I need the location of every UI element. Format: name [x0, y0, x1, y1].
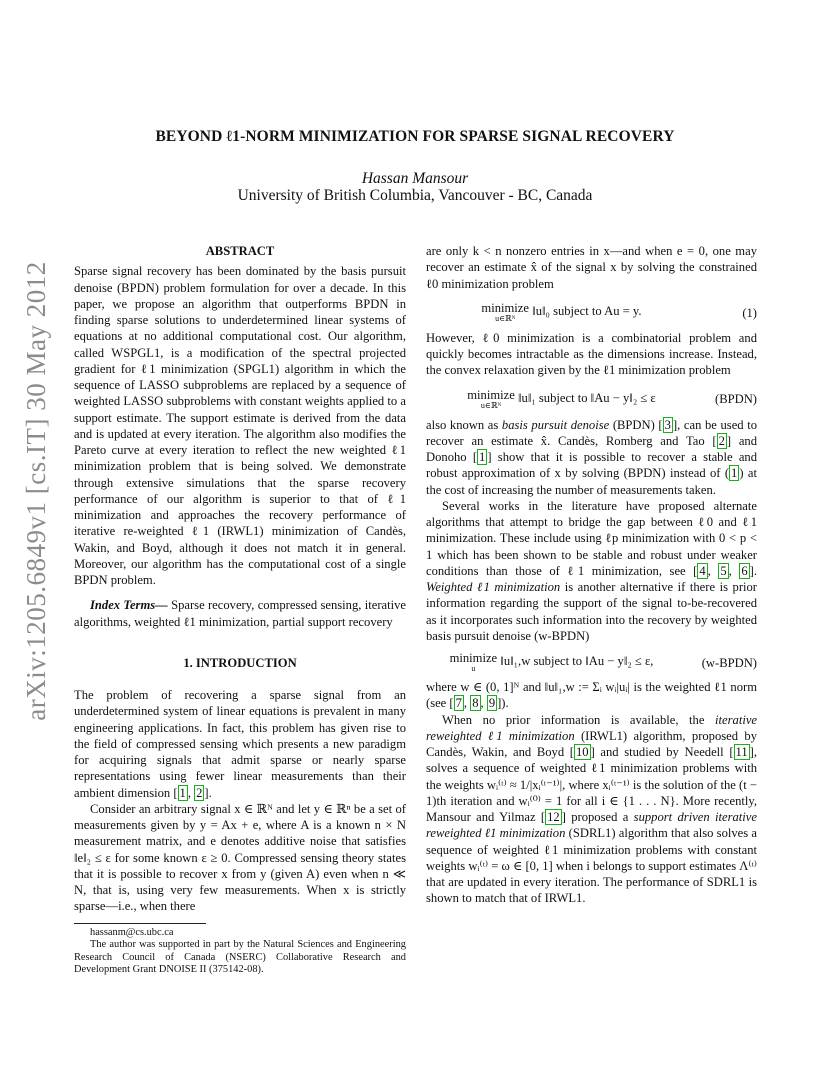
- intro-heading: 1. INTRODUCTION: [183, 655, 297, 670]
- index-terms-label: Index Terms—: [90, 598, 168, 613]
- citation-link[interactable]: 2: [196, 785, 203, 800]
- equation-1: [426, 300, 757, 323]
- paper-title: BEYOND ℓ1-NORM MINIMIZATION FOR SPARSE SIGNAL RECOVERY: [155, 128, 675, 145]
- right-paragraph-3: also known as basis pursuit denoise (BPDN) [ 3 ], can be used to recover an estimate x̂. Candès, Romberg and Tao [ 2 ] and Donoho [ 1 ] show that it is possible to recover a stable and robust approximation of x by solving (BPDN) instead of ( 1 ) at the cost of increasing the number of measurements taken.: [426, 417, 758, 497]
- citation-link[interactable]: 8: [472, 696, 479, 711]
- emphasis-weighted-l1: Weighted ℓ1 minimization: [426, 580, 561, 594]
- footnote-email: hassanm@cs.ubc.ca: [90, 926, 174, 938]
- right-paragraph-4: Several works in the literature have proposed alternate algorithms that attempt to bridge the gap between ℓ0 and ℓ1 minimization. These include using ℓp minimization with 0 < p < 1 which has been shown to be stable and robust under weaker conditions than those of ℓ1 minimization, see [ 4 , 5 , 6 ]. Weighted ℓ1 minimization is another alternative if there is prior information regarding the support of the signal to-be-recovered as it incorporates such information into the recovery by weighted basis pursuit denoise (w-BPDN): [426, 498, 758, 643]
- equation-bpdn-label: (BPDN): [715, 392, 757, 407]
- footnote-support: The author was supported in part by the Natural Sciences and Engineering Research Council of Canada (NSERC) Collaborative Research and Development Grant DNOISE II (375142-08).: [74, 939, 406, 976]
- author-affiliation: University of British Columbia, Vancouver - BC, Canada: [237, 187, 593, 204]
- equation-bpdn-body: ‖u‖₁ subject to ‖Au − y‖₂ ≤ ε: [518, 390, 656, 405]
- citation-link[interactable]: 10: [575, 745, 589, 759]
- index-terms-text: Sparse recovery, compressed sensing, iterative algorithms, weighted ℓ1 minimization, partial support recovery: [74, 598, 406, 629]
- right-paragraph-1: are only k < n nonzero entries in x—and when e = 0, one may recover an estimate x̂ of the signal x by solving the constrained ℓ0 minimization problem: [426, 244, 757, 291]
- footnote-rule: [74, 923, 206, 924]
- equation-wbpdn-body: ‖u‖₁,w subject to ‖Au − y‖₂ ≤ ε,: [500, 654, 654, 668]
- emphasis-bpdn: basis pursuit denoise: [501, 417, 610, 432]
- equation-1-number: (1): [742, 305, 757, 320]
- equation-wbpdn-label: (w-BPDN): [701, 655, 757, 670]
- intro-p1-end: ].: [204, 785, 212, 800]
- equation-1-body: ‖u‖₀ subject to Au = y.: [532, 303, 642, 318]
- citation-link[interactable]: 1: [179, 785, 186, 800]
- equation-bpdn-minimize: minimize u∈ℝᴺ: [467, 387, 515, 410]
- citation-link[interactable]: 11: [735, 745, 748, 759]
- index-terms: [74, 597, 406, 630]
- intro-p1-text: The problem of recovering a sparse signal from an underdetermined system of linear equations is prevalent in many engineering applications. In fact, this problem has given rise to the field of compressed sensing which presents a new paradigm for acquiring signals that admit sparse or nearly sparse representations using fewer linear measurements than their ambient dimension [: [74, 688, 406, 800]
- emphasis-irwl1: iterative reweighted ℓ1 minimization: [426, 712, 757, 743]
- author-name: Hassan Mansour: [361, 170, 469, 187]
- citation-link[interactable]: 4: [699, 563, 706, 578]
- equation-wbpdn-minimize: minimize u: [449, 651, 498, 673]
- equation-reference-link[interactable]: 1: [731, 466, 738, 481]
- arxiv-identifier: arXiv:1205.6849v1 [cs.IT] 30 May 2012: [21, 261, 51, 721]
- right-paragraph-5: where w ∈ (0, 1]ᴺ and ‖u‖₁,w := Σᵢ wᵢ|uᵢ| is the weighted ℓ1 norm (see [ 7 , 8 , 9 ]).: [426, 680, 757, 711]
- citation-link[interactable]: 3: [664, 417, 671, 432]
- emphasis-sdrl1: support driven iterative reweighted ℓ1 minimization: [426, 810, 757, 841]
- citation-link[interactable]: 7: [455, 696, 462, 711]
- abstract-heading: ABSTRACT: [205, 244, 275, 258]
- citation-link[interactable]: 6: [741, 563, 748, 578]
- intro-paragraph-1: The problem of recovering a sparse signal from an underdetermined system of linear equations is prevalent in many engineering applications. In fact, this problem has given rise to the field of compressed sensing which presents a new paradigm for acquiring signals that admit sparse or nearly sparse representations using fewer linear measurements than their ambient dimension [ 1 , 2 ].: [74, 688, 406, 800]
- citation-link[interactable]: 1: [479, 450, 486, 464]
- citation-link[interactable]: 5: [720, 563, 727, 578]
- intro-paragraph-2: Consider an arbitrary signal x ∈ ℝᴺ and let y ∈ ℝⁿ be a set of measurements given by y = Ax + e, where A is a known n × N measurement matrix, and e denotes additive noise that satisfies ‖e‖₂ ≤ ε for some known ε ≥ 0. Compressed sensing theory states that it is possible to recover x from y (given A) even when n ≪ N, that is, using very few measurements. When x is strictly sparse—i.e., when there: [74, 801, 406, 914]
- right-paragraph-6: When no prior information is available, the iterative reweighted ℓ1 minimization (IRWL1) algorithm, proposed by Candès, Wakin, and Boyd [ 10 ] and studied by Needell [ 11 ], solves a sequence of weighted ℓ1 minimization problems with the weights wᵢ⁽ᵗ⁾ ≈ 1/|xᵢ⁽ᵗ⁻¹⁾|, where xᵢ⁽ᵗ⁻¹⁾ is the solution of the (t − 1)th iteration and wᵢ⁽⁰⁾ = 1 for all i ∈ {1 . . . N}. More recently, Mansour and Yilmaz [ 12 ] proposed a support driven iterative reweighted ℓ1 minimization (SDRL1) algorithm that also solves a sequence of weighted ℓ1 minimization problems with constant weights wᵢ⁽ᵗ⁾ = ω ∈ [0, 1] when i belongs to support estimates Λ⁽ᵗ⁾ that are updated in every iteration. The performance of SDRL1 is shown to match that of IRWL1.: [426, 712, 757, 906]
- right-column: [426, 243, 757, 907]
- equation-bpdn: [426, 387, 757, 410]
- equation-1-minimize: minimize u∈ℝᴺ: [481, 300, 529, 323]
- citation-link[interactable]: 9: [488, 696, 496, 711]
- citation-link[interactable]: 2: [718, 433, 725, 448]
- right-paragraph-2: However, ℓ0 minimization is a combinatorial problem and quickly becomes intractable as the dimensions increase. Instead, the convex relaxation given by the ℓ1 minimization problem: [426, 330, 757, 378]
- citation-link[interactable]: 12: [547, 810, 560, 824]
- equation-wbpdn: [426, 653, 757, 673]
- abstract-text: Sparse signal recovery has been dominated by the basis pursuit denoise (BPDN) problem formulation for over a decade. In this paper, we propose an algorithm that outperforms BPDN in finding sparse solutions to underdetermined linear systems of equations at no additional computational cost. Our algorithm, called WSPGL1, is a modification of the spectral projected gradient for ℓ1 minimization (SPGL1) algorithm in which the sequence of LASSO subproblems are replaced by a sequence of weighted LASSO subproblems with constant weights applied to a support estimate. The support estimate is derived from the data and is updated at every iteration. The algorithm also modifies the Pareto curve at every iteration to reflect the new weighted ℓ1 minimization problem that is being solved. We demonstrate through extensive simulations that the sparse recovery performance of our algorithm is superior to that of ℓ1 minimization and approaches the recovery performance of iterative re-weighted ℓ1 (IRWL1) minimization of Candès, Wakin, and Boyd, although it does not match it in general. Moreover, our algorithm has the computational cost of a single BPDN problem.: [74, 264, 406, 587]
- left-column: [74, 243, 406, 977]
